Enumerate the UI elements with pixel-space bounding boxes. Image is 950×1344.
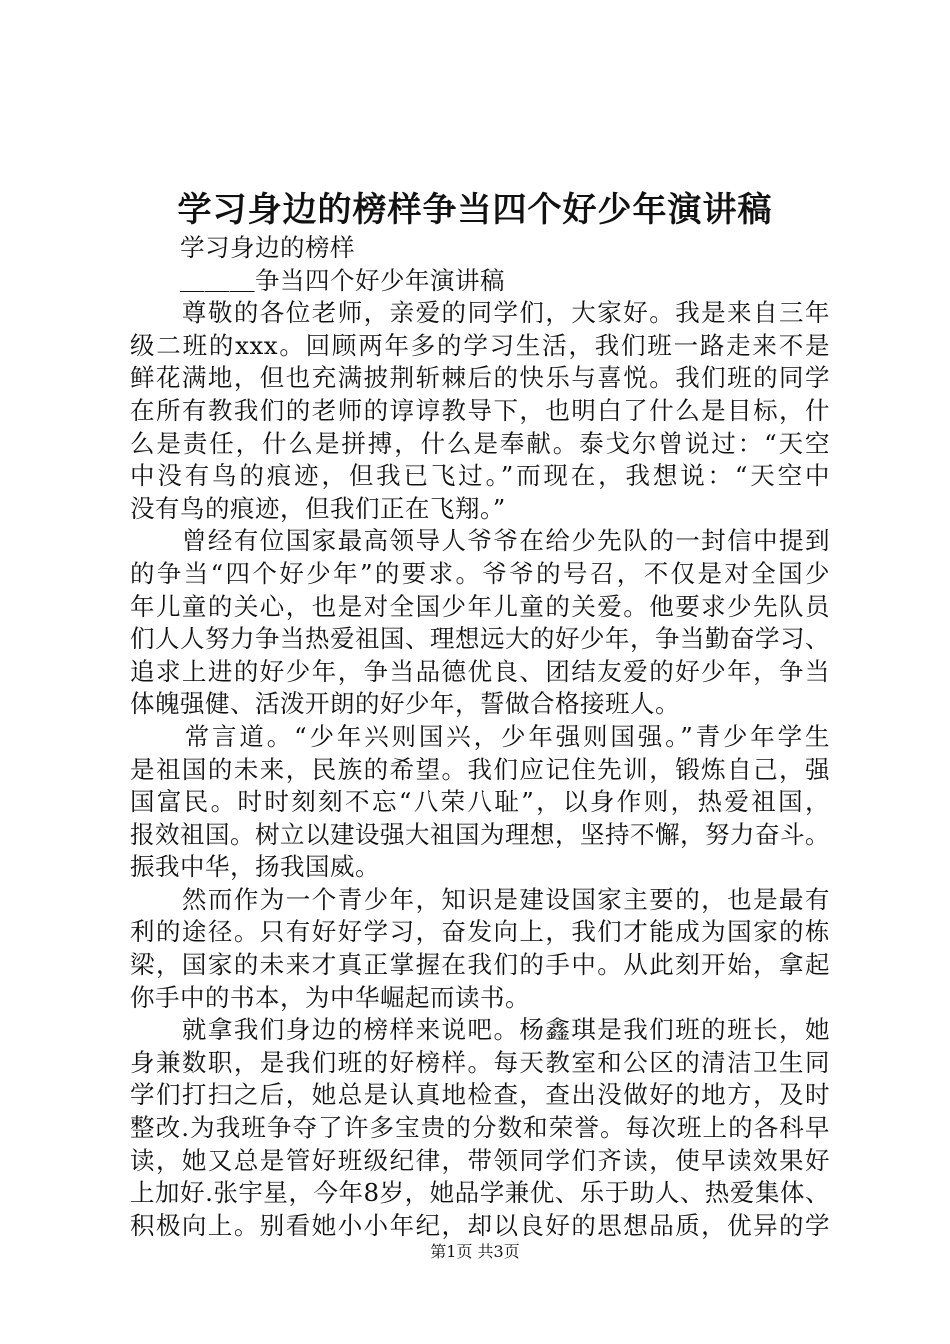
body-line: 曾经有位国家最高领导人爷爷在给少先队的一封信中提到 bbox=[130, 526, 830, 556]
body-line: 们人人努力争当热爱祖国、理想远大的好少年，争当勤奋学习、 bbox=[130, 624, 830, 654]
body-line: 鲜花满地，但也充满披荆斩棘后的快乐与喜悦。我们班的同学 bbox=[130, 363, 830, 393]
body-line: 就拿我们身边的榜样来说吧。杨鑫琪是我们班的班长，她 bbox=[130, 1015, 830, 1045]
body-line: 上加好.张宇星，今年8岁，她品学兼优、乐于助人、热爱集体、 bbox=[130, 1178, 830, 1208]
body-line: 你手中的书本，为中华崛起而读书。 bbox=[130, 982, 530, 1012]
body-line: 然而作为一个青少年，知识是建设国家主要的，也是最有 bbox=[130, 884, 830, 914]
body-line: 在所有教我们的老师的谆谆教导下，也明白了什么是目标，什 bbox=[130, 395, 830, 425]
body-line: 没有鸟的痕迹，但我们正在飞翔。” bbox=[130, 493, 506, 523]
body-line: 学们打扫之后，她总是认真地检查，查出没做好的地方，及时 bbox=[130, 1080, 830, 1110]
body-line: 学习身边的榜样 bbox=[130, 233, 355, 262]
body-line: 身兼数职，是我们班的好榜样。每天教室和公区的清洁卫生同 bbox=[130, 1047, 830, 1077]
body-line: 追求上进的好少年，争当品德优良、团结友爱的好少年，争当 bbox=[130, 656, 830, 686]
body-line: 是祖国的未来，民族的希望。我们应记住先训，锻炼自己，强 bbox=[130, 754, 830, 784]
body-line: 振我中华，扬我国威。 bbox=[130, 852, 380, 882]
body-line: 级二班的xxx。回顾两年多的学习生活，我们班一路走来不是 bbox=[130, 330, 830, 360]
body-line: 的争当“四个好少年”的要求。爷爷的号召，不仅是对全国少 bbox=[130, 558, 830, 588]
body-line: 体魄强健、活泼开朗的好少年，誓做合格接班人。 bbox=[130, 689, 680, 719]
document-body bbox=[130, 232, 830, 1242]
body-line: 么是责任，什么是拼搏，什么是奉献。泰戈尔曾说过：“天空 bbox=[130, 428, 830, 458]
body-line: 利的途径。只有好好学习，奋发向上，我们才能成为国家的栋 bbox=[130, 917, 830, 947]
body-line: 整改.为我班争夺了许多宝贵的分数和荣誉。每次班上的各科早 bbox=[130, 1113, 830, 1143]
body-line: 国富民。时时刻刻不忘“八荣八耻”，以身作则，热爱祖国， bbox=[130, 787, 830, 817]
page-footer: 第1页 共3页 bbox=[430, 1242, 520, 1261]
body-line: 年儿童的关心，也是对全国少年儿童的关爱。他要求少先队员 bbox=[130, 591, 830, 621]
body-line: 常言道。“少年兴则国兴，少年强则国强。”青少年学生 bbox=[130, 721, 830, 751]
body-line: 积极向上。别看她小小年纪，却以良好的思想品质，优异的学 bbox=[130, 1210, 830, 1240]
body-line: ＿＿＿争当四个好少年演讲稿 bbox=[130, 265, 505, 295]
body-line: 梁，国家的未来才真正掌握在我们的手中。从此刻开始，拿起 bbox=[130, 950, 830, 980]
document-title: 学习身边的榜样争当四个好少年演讲稿 bbox=[177, 190, 773, 230]
body-line: 中没有鸟的痕迹，但我已飞过。”而现在，我想说：“天空中 bbox=[130, 461, 830, 491]
body-line: 读，她又总是管好班级纪律，带领同学们齐读，使早读效果好 bbox=[130, 1145, 830, 1175]
body-line: 尊敬的各位老师，亲爱的同学们，大家好。我是来自三年 bbox=[130, 298, 830, 328]
body-line: 报效祖国。树立以建设强大祖国为理想，坚持不懈，努力奋斗。 bbox=[130, 819, 830, 849]
